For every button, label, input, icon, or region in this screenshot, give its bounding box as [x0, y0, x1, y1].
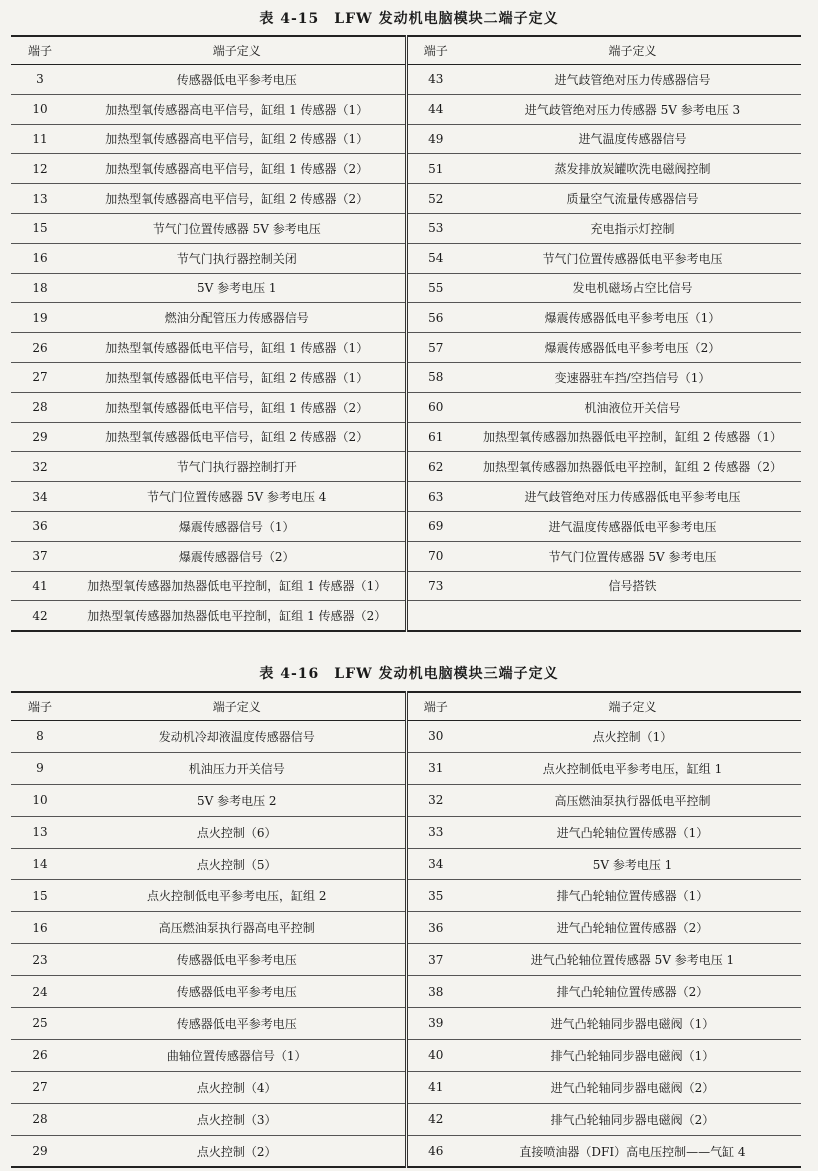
- table-4-15-body: [11, 65, 801, 632]
- table-row: [11, 848, 801, 880]
- table-row: [11, 1008, 801, 1040]
- table-row: [11, 333, 801, 363]
- cell-definition-right: 信号搭铁: [464, 571, 801, 601]
- cell-definition-right: 质量空气流量传感器信号: [464, 184, 801, 214]
- cell-terminal-left: 32: [11, 452, 69, 482]
- header-terminal-right: 端子: [406, 36, 464, 65]
- cell-definition-left: 燃油分配管压力传感器信号: [69, 303, 406, 333]
- cell-definition-left: 点火控制（2）: [69, 1135, 406, 1167]
- table-row: [11, 601, 801, 631]
- cell-terminal-left: 28: [11, 1103, 69, 1135]
- cell-definition-left: 曲轴位置传感器信号（1）: [69, 1039, 406, 1071]
- cell-definition-right: 充电指示灯控制: [464, 213, 801, 243]
- cell-definition-right: 爆震传感器低电平参考电压（2）: [464, 333, 801, 363]
- cell-definition-left: 5V 参考电压 1: [69, 273, 406, 303]
- cell-terminal-right: 46: [428, 1144, 444, 1159]
- header-definition-left: 端子定义: [69, 36, 406, 65]
- cell-terminal-left: 34: [11, 482, 69, 512]
- cell-terminal-right: 52: [406, 184, 464, 214]
- table-row: [11, 422, 801, 452]
- cell-definition-left: 高压燃油泵执行器高电平控制: [69, 912, 406, 944]
- cell-terminal-right: 42: [406, 1103, 464, 1135]
- cell-definition-right: 机油液位开关信号: [464, 392, 801, 422]
- cell-definition-left: 点火控制（5）: [69, 848, 406, 880]
- cell-terminal-left: 3: [11, 65, 69, 95]
- cell-definition-left: 传感器低电平参考电压: [69, 944, 406, 976]
- cell-terminal-left: 25: [11, 1008, 69, 1040]
- table-row: [11, 213, 801, 243]
- cell-definition-left: 节气门位置传感器 5V 参考电压: [69, 213, 406, 243]
- cell-terminal-right: 44: [406, 94, 464, 124]
- table-row: [11, 1071, 801, 1103]
- table-row: [11, 303, 801, 333]
- cell-definition-right: 5V 参考电压 1: [464, 848, 801, 880]
- table-row: [11, 752, 801, 784]
- cell-definition-right: 排气凸轮轴位置传感器（2）: [464, 976, 801, 1008]
- cell-definition-right: 进气歧管绝对压力传感器信号: [464, 65, 801, 95]
- cell-definition-right: 点火控制（1）: [464, 721, 801, 753]
- table-row: [11, 392, 801, 422]
- cell-definition-left: 机油压力开关信号: [69, 752, 406, 784]
- cell-terminal-left: 26: [11, 333, 69, 363]
- cell-terminal-right: 30: [406, 721, 464, 753]
- cell-terminal-right: 60: [406, 392, 464, 422]
- table-row: [11, 65, 801, 95]
- cell-definition-left: 加热型氧传感器低电平信号，缸组 1 传感器（2）: [69, 392, 406, 422]
- cell-terminal-left: 15: [11, 880, 69, 912]
- cell-terminal-right: 38: [406, 976, 464, 1008]
- table-row: [11, 273, 801, 303]
- cell-definition-left: 5V 参考电压 2: [69, 784, 406, 816]
- cell-definition-right: 变速器驻车挡/空挡信号（1）: [464, 362, 801, 392]
- cell-terminal-right: 49: [406, 124, 464, 154]
- cell-definition-left: 点火控制（3）: [69, 1103, 406, 1135]
- cell-definition-left: 点火控制（4）: [69, 1071, 406, 1103]
- cell-terminal-left: 36: [11, 511, 69, 541]
- cell-definition-left: 节气门执行器控制打开: [69, 452, 406, 482]
- cell-definition-right: 排气凸轮轴位置传感器（1）: [464, 880, 801, 912]
- cell-definition-left: 爆震传感器信号（2）: [69, 541, 406, 571]
- cell-definition-right: 进气凸轮轴位置传感器（1）: [464, 816, 801, 848]
- table-row: [11, 362, 801, 392]
- cell-definition-right: 爆震传感器低电平参考电压（1）: [464, 303, 801, 333]
- table-row: [11, 944, 801, 976]
- cell-terminal-left: 41: [11, 571, 69, 601]
- cell-definition-right: 进气温度传感器信号: [464, 124, 801, 154]
- cell-definition-right: 加热型氧传感器加热器低电平控制，缸组 2 传感器（1）: [464, 422, 801, 452]
- cell-definition-right: 节气门位置传感器低电平参考电压: [464, 243, 801, 273]
- cell-terminal-right: 56: [406, 303, 464, 333]
- cell-definition-right: 排气凸轮轴同步器电磁阀（2）: [464, 1103, 801, 1135]
- cell-terminal-left: 15: [11, 213, 69, 243]
- cell-terminal-right: 43: [406, 65, 464, 95]
- cell-terminal-right: 34: [406, 848, 464, 880]
- cell-terminal-left: 13: [11, 816, 69, 848]
- cell-definition-right: 进气凸轮轴同步器电磁阀（2）: [464, 1071, 801, 1103]
- header-terminal-left: 端子: [11, 692, 69, 721]
- cell-terminal-left: 19: [11, 303, 69, 333]
- cell-terminal-left: 18: [11, 273, 69, 303]
- cell-terminal-right: 57: [406, 333, 464, 363]
- cell-terminal-right: 70: [406, 541, 464, 571]
- cell-terminal-left: 27: [11, 362, 69, 392]
- cell-definition-left: 加热型氧传感器加热器低电平控制，缸组 1 传感器（1）: [69, 571, 406, 601]
- cell-terminal-right: 31: [406, 752, 464, 784]
- cell-definition-left: 爆震传感器信号（1）: [69, 511, 406, 541]
- cell-terminal-right: 32: [406, 784, 464, 816]
- table-row: [11, 1135, 801, 1167]
- cell-definition-left: 发动机冷却液温度传感器信号: [69, 721, 406, 753]
- cell-terminal-right: 54: [406, 243, 464, 273]
- cell-definition-left: 加热型氧传感器加热器低电平控制，缸组 1 传感器（2）: [69, 601, 406, 631]
- cell-definition-left: 节气门位置传感器 5V 参考电压 4: [69, 482, 406, 512]
- cell-definition-right: 点火控制低电平参考电压，缸组 1: [464, 752, 801, 784]
- header-definition-right: 端子定义: [464, 692, 801, 721]
- cell-definition-right: 蒸发排放炭罐吹洗电磁阀控制: [464, 154, 801, 184]
- cell-definition-left: 加热型氧传感器高电平信号，缸组 1 传感器（1）: [69, 94, 406, 124]
- cell-definition-right: 高压燃油泵执行器低电平控制: [464, 784, 801, 816]
- cell-terminal-right: 41: [406, 1071, 464, 1103]
- cell-definition-right: 进气凸轮轴位置传感器（2）: [464, 912, 801, 944]
- header-definition-left: 端子定义: [69, 692, 406, 721]
- cell-definition-right: [464, 601, 801, 631]
- cell-terminal-left: 12: [11, 154, 69, 184]
- table-4-16-title: 表 4-16 LFW 发动机电脑模块三端子定义: [259, 666, 559, 682]
- cell-definition-right: 进气歧管绝对压力传感器 5V 参考电压 3: [464, 94, 801, 124]
- cell-terminal-right: 73: [406, 571, 464, 601]
- cell-terminal-right: 37: [406, 944, 464, 976]
- cell-terminal-left: 8: [11, 721, 69, 753]
- cell-definition-right: 排气凸轮轴同步器电磁阀（1）: [464, 1039, 801, 1071]
- cell-terminal-right: 53: [406, 213, 464, 243]
- cell-terminal-right: 33: [406, 816, 464, 848]
- cell-terminal-left: 10: [11, 784, 69, 816]
- cell-terminal-left: 14: [11, 848, 69, 880]
- cell-terminal-right: [406, 601, 464, 631]
- cell-terminal-right: 36: [406, 912, 464, 944]
- cell-definition-left: 加热型氧传感器低电平信号，缸组 2 传感器（1）: [69, 362, 406, 392]
- table-row: [11, 154, 801, 184]
- cell-terminal-right: 61: [406, 422, 464, 452]
- cell-terminal-left: 16: [11, 912, 69, 944]
- table-4-15: [11, 35, 801, 632]
- cell-definition-left: 加热型氧传感器低电平信号，缸组 1 传感器（1）: [69, 333, 406, 363]
- table-row: [11, 541, 801, 571]
- cell-definition-left: 加热型氧传感器低电平信号，缸组 2 传感器（2）: [69, 422, 406, 452]
- table-row: [11, 452, 801, 482]
- cell-definition-left: 传感器低电平参考电压: [69, 1008, 406, 1040]
- cell-terminal-left: 24: [11, 976, 69, 1008]
- table-row: [11, 880, 801, 912]
- table-4-16-body: [11, 721, 801, 1168]
- header-terminal-left: 端子: [11, 36, 69, 65]
- cell-definition-left: 传感器低电平参考电压: [69, 65, 406, 95]
- cell-terminal-right: 63: [406, 482, 464, 512]
- cell-terminal-left: 26: [11, 1039, 69, 1071]
- cell-definition-left: 点火控制（6）: [69, 816, 406, 848]
- cell-definition-left: 加热型氧传感器高电平信号，缸组 1 传感器（2）: [69, 154, 406, 184]
- cell-definition-right: 进气歧管绝对压力传感器低电平参考电压: [464, 482, 801, 512]
- cell-terminal-right: 55: [406, 273, 464, 303]
- table-row: [11, 94, 801, 124]
- cell-definition-right: 节气门位置传感器 5V 参考电压: [464, 541, 801, 571]
- header-terminal-right: 端子: [406, 692, 464, 721]
- cell-terminal-left: 16: [11, 243, 69, 273]
- cell-terminal-left: 29: [11, 422, 69, 452]
- table-header-row: [11, 692, 801, 721]
- table-row: [11, 816, 801, 848]
- table-row: [11, 571, 801, 601]
- table-row: [11, 912, 801, 944]
- table-row: [11, 1039, 801, 1071]
- table-4-15-title: 表 4-15 LFW 发动机电脑模块二端子定义: [259, 11, 559, 27]
- cell-definition-left: 点火控制低电平参考电压，缸组 2: [69, 880, 406, 912]
- cell-terminal-left: 10: [11, 94, 69, 124]
- table-row: [11, 721, 801, 753]
- cell-definition-left: 加热型氧传感器高电平信号，缸组 2 传感器（2）: [69, 184, 406, 214]
- cell-definition-right: 进气凸轮轴同步器电磁阀（1）: [464, 1008, 801, 1040]
- table-row: [11, 482, 801, 512]
- cell-terminal-left: 13: [11, 184, 69, 214]
- cell-terminal-right: 51: [406, 154, 464, 184]
- table-row: [11, 1103, 801, 1135]
- cell-terminal-right: 40: [406, 1039, 464, 1071]
- cell-definition-right: 进气温度传感器低电平参考电压: [464, 511, 801, 541]
- cell-definition-left: 节气门执行器控制关闭: [69, 243, 406, 273]
- cell-definition-right: 发电机磁场占空比信号: [464, 273, 801, 303]
- table-row: [11, 124, 801, 154]
- cell-definition-left: 传感器低电平参考电压: [69, 976, 406, 1008]
- table-header-row: [11, 36, 801, 65]
- cell-terminal-left: 23: [11, 944, 69, 976]
- cell-terminal-right: 62: [406, 452, 464, 482]
- cell-terminal-left: 11: [11, 124, 69, 154]
- cell-terminal-left: 9: [11, 752, 69, 784]
- cell-terminal-left: 28: [11, 392, 69, 422]
- table-row: [11, 184, 801, 214]
- cell-terminal-left: 42: [32, 608, 48, 623]
- cell-terminal-left: 29: [32, 1144, 48, 1159]
- cell-definition-right: 直接喷油器（DFI）高电压控制——气缸 4: [519, 1144, 746, 1159]
- cell-terminal-right: 35: [406, 880, 464, 912]
- cell-definition-right: 加热型氧传感器加热器低电平控制，缸组 2 传感器（2）: [464, 452, 801, 482]
- cell-terminal-left: 37: [11, 541, 69, 571]
- cell-definition-left: 加热型氧传感器高电平信号，缸组 2 传感器（1）: [69, 124, 406, 154]
- header-definition-right: 端子定义: [464, 36, 801, 65]
- table-row: [11, 784, 801, 816]
- cell-definition-right: 进气凸轮轴位置传感器 5V 参考电压 1: [464, 944, 801, 976]
- cell-terminal-left: 27: [11, 1071, 69, 1103]
- table-row: [11, 511, 801, 541]
- cell-terminal-right: 39: [406, 1008, 464, 1040]
- table-4-16: [11, 691, 801, 1168]
- cell-terminal-right: 58: [406, 362, 464, 392]
- table-row: [11, 976, 801, 1008]
- cell-terminal-right: 69: [406, 511, 464, 541]
- table-row: [11, 243, 801, 273]
